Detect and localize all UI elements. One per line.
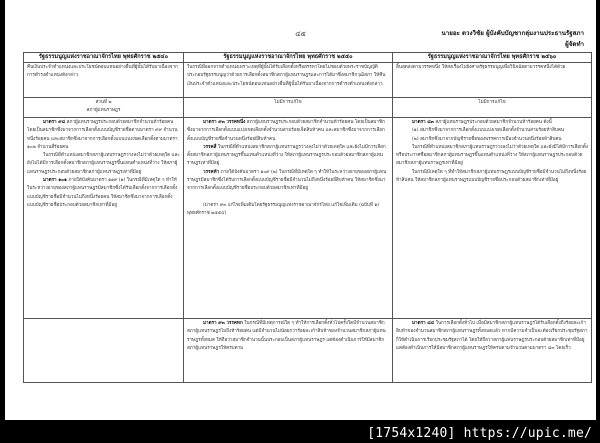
section-paragraph: ในกรณีมีเหตุใด ๆ ที่ทำให้สมาชิกสภาผู้แทนราษฎรแบบบัญชีรายชื่อมีจำนวนไม่ถึงหนึ่งร้อยห้าสิบคน ให้สมาชิกสภาผู้แทนราษฎรแบบบัญชีรายชื่อประกอบด้วยสมาชิกเท่าที่มีอยู่	[396, 169, 587, 184]
column-header-2550: รัฐธรรมนูญแห่งราชอาณาจักรไทย พุทธศักราช ๒๕๕๐	[184, 53, 393, 63]
section-paragraph: มาตรา ๘๓ สภาผู้แทนราษฎรประกอบด้วยสมาชิกจำนวนห้าร้อยคน ดังนี้	[412, 120, 552, 125]
table-header-row	[24, 53, 592, 63]
document-page	[5, 0, 596, 420]
column-header-2540: รัฐธรรมนูญแห่งราชอาณาจักรไทย พุทธศักราช ๒๕๔๐	[24, 53, 184, 63]
author-block	[442, 28, 584, 50]
table-cell: สิ้นสุดลงตามวรรคหนึ่ง ให้ส่งเรื่องไปยังศาลรัฐธรรมนูญเพื่อวินิจฉัยตามวรรคหนึ่งได้ด้วย	[393, 63, 592, 98]
section-paragraph: มาตรา ๑๐๑ ภายใต้บังคับมาตรา ๑๑๙ (๑) ในกรณีที่มีเหตุใด ๆ ทำให้ในระหว่างอายุของสภาผู้แทนราษฎรมีสมาชิกซึ่งได้รับเลือกตั้งจากการเลือกตั้งแบบบัญชีรายชื่อมีจำนวนไม่ถึงหนึ่งร้อยคน ให้สมาชิกซึ่งมาจากการเลือกตั้งแบบบัญชีรายชื่อประกอบด้วยสมาชิกเท่าที่มีอยู่	[27, 178, 178, 208]
section-paragraph: มาตรา ๙๘ สภาผู้แทนราษฎรประกอบด้วยสมาชิกจำนวนห้าร้อยคน โดยเป็นสมาชิกซึ่งมาจากการเลือกตั้งแบบบัญชีรายชื่อตามมาตรา ๙๙ จำนวนหนึ่งร้อยคน และสมาชิกซึ่งมาจากการเลือกตั้งแบบแบ่งเขตเลือกตั้งตามมาตรา ๑๐๒ จำนวนสี่ร้อยคน	[27, 120, 178, 150]
no-change-cell: ไม่มีการแก้ไข	[184, 98, 393, 118]
section-title: สภาผู้แทนราษฎร	[86, 108, 121, 114]
section-paragraph: ในกรณีที่ตำแหน่งสมาชิกสภาผู้แทนราษฎรว่างลงไม่ว่าด้วยเหตุใด และยังมิได้มีการเลือกตั้งหรือประกาศชื่อสมาชิกสภาผู้แทนราษฎรขึ้นแทนตำแหน่งที่ว่าง ให้สภาผู้แทนราษฎรประกอบด้วยสมาชิกสภาผู้แทนราษฎรเท่าที่มีอยู่	[396, 144, 589, 167]
section-paragraph: วรรคห้า ภายใต้บังคับมาตรา ๑๐๙ (๒) ในกรณีที่มีเหตุใด ๆ ทำให้ในระหว่างอายุของสภาผู้แทนราษฎรมีสมาชิกซึ่งได้รับการเลือกตั้งแบบบัญชีรายชื่อมีจำนวนไม่ถึงหนึ่งร้อยยี่สิบห้าคน ให้สมาชิกซึ่งมาจากการเลือกตั้งแบบบัญชีรายชื่อประกอบด้วยสมาชิกเท่าที่มีอยู่	[187, 169, 387, 192]
image-host-watermark: [1754x1240] https://upic.me/	[367, 426, 592, 441]
table-row	[24, 319, 592, 383]
table-cell	[393, 319, 592, 383]
column-header-2560: รัฐธรรมนูญแห่งราชอาณาจักรไทย พุทธศักราช ๒๕๖๐	[393, 53, 592, 63]
table-cell	[184, 319, 393, 383]
table-cell: ในกรณีที่ออกจากตำแหน่งเพราะเหตุที่ผู้นั้นได้รับเลือกตั้งหรือสรรหาโดยไม่ชอบด้วยพระราชบัญญัติประกอบรัฐธรรมนูญว่าด้วยการเลือกตั้งสมาชิกสภาผู้แทนราษฎรและการได้มาซึ่งสมาชิกวุฒิสภา ให้คืนเงินประจำตำแหน่งและประโยชน์ตอบแทนอย่างอื่นที่ผู้นั้นได้รับมาเนื่องจากการดำรงตำแหน่งดังกล่าว	[184, 63, 393, 98]
section-paragraph: (๒) สมาชิกซึ่งมาจากบัญชีรายชื่อของพรรคการเมืองจำนวนหนึ่งร้อยห้าสิบคน	[412, 136, 562, 142]
table-row	[24, 63, 592, 98]
author-line: นายอะ ดวงวิชัย ผู้บังคับบัญชากลุ่มงานประธานรัฐสภา	[441, 30, 584, 37]
table-cell	[393, 118, 592, 319]
table-cell	[24, 319, 184, 383]
amendment-note: (มาตรา ๙๓ แก้ไขเพิ่มเติมโดยรัฐธรรมนูญแห่งราชอาณาจักรไทย แก้ไขเพิ่มเติม (ฉบับที่ ๑) พุทธศักราช ๒๕๕๔)	[187, 202, 380, 216]
section-paragraph: วรรคสี่ ในกรณีที่ตำแหน่งสมาชิกสภาผู้แทนราษฎรว่างลงไม่ว่าด้วยเหตุใด และยังไม่มีการเลือกตั้งสมาชิกสภาผู้แทนราษฎรขึ้นแทนตำแหน่งที่ว่าง ให้สภาผู้แทนราษฎรประกอบด้วยสมาชิกสภาผู้แทนราษฎรเท่าที่มีอยู่	[187, 144, 386, 167]
section-paragraph: (๑) สมาชิกซึ่งมาจากการเลือกตั้งแบบแบ่งเขตเลือกตั้งจำนวนสามร้อยห้าสิบคน	[412, 128, 565, 134]
section-paragraph: มาตรา ๙๓ วรรคหนึ่ง สภาผู้แทนราษฎรประกอบด้วยสมาชิกจำนวนห้าร้อยคน โดยเป็นสมาชิกซึ่งมาจากการเลือกตั้งแบบแบ่งเขตเลือกตั้งจำนวนสามร้อยเจ็ดสิบห้าคน และสมาชิกซึ่งมาจากการเลือกตั้งแบบบัญชีรายชื่อจำนวนหนึ่งร้อยยี่สิบห้าคน	[187, 120, 385, 142]
table-cell	[24, 118, 184, 319]
section-number: ส่วนที่ ๒	[95, 100, 112, 105]
table-row	[24, 118, 592, 319]
section-paragraph: มาตรา ๘๔ ในการเลือกตั้งทั่วไป เมื่อมีสมาชิกสภาผู้แทนราษฎรได้รับเลือกตั้งถึงร้อยละเก้าสิบห้าของจำนวนสมาชิกสภาผู้แทนราษฎรทั้งหมดแล้ว หากมีความจำเป็นจะต้องเรียกประชุมรัฐสภา ก็ให้ดำเนินการเรียกประชุมรัฐสภาได้ โดยให้ถือว่าสภาผู้แทนราษฎรประกอบด้วยสมาชิกเท่าที่มีอยู่ แต่ต้องดำเนินการให้มีสมาชิกสภาผู้แทนราษฎรให้ครบตามจำนวนตามมาตรา ๘๓ โดยเร็ว	[396, 321, 588, 351]
page-number: ๔๕	[295, 30, 306, 38]
author-role: ผู้จัดทำ	[565, 41, 584, 48]
section-paragraph: ในกรณีที่ตำแหน่งสมาชิกสภาผู้แทนราษฎรว่างลงไม่ว่าด้วยเหตุใด และยังไม่ได้มีการเลือกตั้งสมาชิกสภาผู้แทนราษฎรขึ้นแทนตำแหน่งที่ว่าง ให้สภาผู้แทนราษฎรประกอบด้วยสมาชิกสภาผู้แทนราษฎรเท่าที่มีอยู่	[27, 153, 180, 175]
no-change-cell: ไม่มีการแก้ไข	[393, 98, 592, 118]
table-cell: คืนเงินประจำตำแหน่งและประโยชน์ตอบแทนอย่างอื่นที่ผู้นั้นได้รับมาเนื่องจากการดำรงตำแหน่งดังกล่าว	[24, 63, 184, 98]
comparison-table	[23, 52, 592, 383]
table-cell	[184, 118, 393, 319]
table-row	[24, 98, 592, 118]
section-paragraph: มาตรา ๙๓ วรรคหก ในกรณีที่มีเหตุการณ์ใด ๆ ทำให้การเลือกตั้งทั่วไปครั้งใดมีจำนวนสมาชิกสภาผู้แทนราษฎรไม่ถึงห้าร้อยคน แต่มีจำนวนไม่น้อยกว่าร้อยละเก้าสิบห้าของจำนวนสมาชิกสภาผู้แทนราษฎรทั้งหมด ให้ถือว่าสมาชิกจำนวนนั้นประกอบเป็นสภาผู้แทนราษฎร แต่ต้องดำเนินการให้มีสมาชิกสภาผู้แทนราษฎรให้ครบตาม	[187, 321, 386, 351]
section-title-cell	[24, 98, 184, 118]
